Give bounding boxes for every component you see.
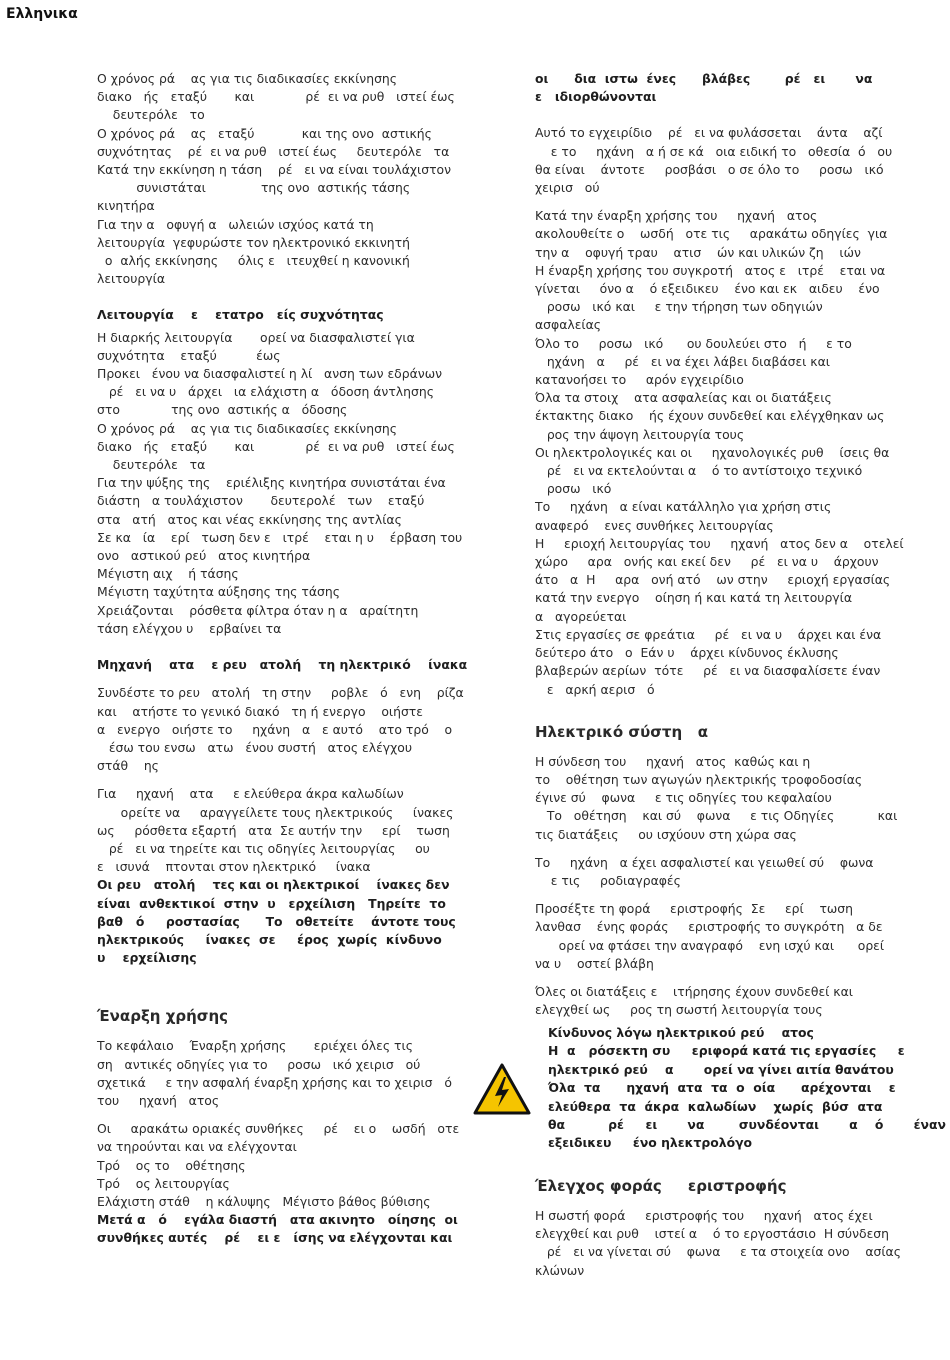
text-line: Στις εργασίες σε φρεάτια ρέ ει να υ άρχει και ένα [535, 626, 882, 642]
bold-paragraph [97, 876, 456, 967]
text-line: Ο χρόνος ρά ας για τις διαδικασίες εκκίνησης [97, 71, 398, 86]
electric-hazard-icon [473, 1063, 531, 1115]
text-line: Προκει ένου να διασφαλιστεί η λί ανση των εδράνων [97, 366, 443, 382]
text-line: ε το ηχάνη α ή σε κά οια ειδική το οθεσία ό ου [535, 143, 893, 159]
text-line: Τρό ος το οθέτησης [97, 1157, 246, 1173]
text-line: α ενεργο οιήστε το ηχάνη α ε αυτό ατο τρό ο [97, 721, 453, 737]
text-line: βλαβερών αερίων τότε ρέ ει να διασφαλίσετε έναν [535, 663, 881, 679]
text-line: λειτουργία [97, 271, 165, 287]
text-line: ρέ ει να τηρείτε και τις οδηγίες λειτουργίας ου [97, 840, 430, 856]
text-line: λανθασ ένης φοράς εριστροφής το συγκρότη α δε [535, 919, 883, 935]
paragraph [97, 329, 463, 638]
text-line: ονο αστικού ρεύ ατος κινητήρα [97, 548, 311, 564]
text-line: δεύτερο άτο ο Εάν υ άρχει κίνδυνος έκλυσης [535, 645, 839, 661]
section-heading-electric: Ηλεκτρικό σύστη α [535, 722, 709, 741]
text-line: Η έναρξη χρήσης του συγκροτή ατος ε ιτρέ εται να [535, 262, 886, 278]
text-line: δευτερόλε το [97, 107, 205, 123]
paragraph [97, 785, 454, 876]
text-line: τις διατάξεις ου ισχύουν στη χώρα σας [535, 826, 797, 842]
text-line: δευτερόλε τα [97, 457, 206, 473]
text-line: Μέγιστη ταχύτητα αύξησης της τάσης [97, 584, 340, 600]
text-line: Ο χρόνος ρά ας εταξύ και της ονο αστικής [97, 125, 432, 141]
text-line: να υ οστεί βλάβη [535, 955, 654, 971]
text-line: Κίνδυνος λόγω ηλεκτρικού ρεύ ατος [548, 1025, 814, 1040]
text-line: του ηχανή ατος [97, 1092, 220, 1108]
text-line: Οι ρευ ατολή τες και οι ηλεκτρικοί ίνακες δεν [97, 877, 450, 893]
text-line: το οθέτηση των αγωγών ηλεκτρικής τροφοδοσίας [535, 771, 863, 787]
text-line: κινητήρα [97, 198, 155, 214]
text-line: κλώνων [535, 1262, 585, 1278]
text-line: Το ηχάνη α έχει ασφαλιστεί και γειωθεί σύ φωνα [535, 854, 874, 870]
text-line: ορεί να φτάσει την αναγραφό ενη ισχύ και ορεί [535, 937, 885, 953]
text-line: στάθ ης [97, 758, 159, 774]
text-line: κατά την ενεργο οίηση ή και κατά τη λειτουργία [535, 590, 853, 606]
text-line: ηχάνη α ρέ ει να έχει λάβει διαβάσει και [535, 353, 830, 369]
text-line: βαθ ό ροστασίας Το οθετείτε άντοτε τους [97, 913, 456, 929]
text-line: Όλα τα στοιχ ατα ασφαλείας και οι διατάξεις [535, 390, 832, 406]
paragraph [535, 124, 893, 197]
text-line: ως ρόσθετα εξαρτή ατα Σε αυτήν την ερί τωση [97, 822, 450, 838]
text-line: διακο ής εταξύ και ρέ ει να ρυθ ιστεί έως [97, 89, 455, 105]
bold-paragraph [535, 70, 875, 106]
text-line: ηλεκτρικό ρεύ α ορεί να γίνει αιτία θανάτου [548, 1061, 894, 1077]
section-heading-vfd: Λειτουργία ε ετατρο είς συχνότητας [97, 307, 384, 323]
text-line: Το οθέτηση και σύ φωνα ε τις Οδηγίες και [535, 808, 898, 824]
text-line: Σε κα ία ερί τωση δεν ε ιτρέ εται η υ έρβαση του [97, 529, 463, 545]
text-line: γίνεται όνο α ό εξειδικευ ένο και εκ αιδευ ένο [535, 281, 880, 297]
section-heading-rotation: Έλεγχος φοράς εριστροφής [535, 1177, 787, 1195]
text-line: ε αρκή αερισ ό [535, 681, 655, 697]
text-line: Ο χρόνος ρά ας για τις διαδικασίες εκκίνησης [97, 420, 398, 436]
text-line: στο της ονο αστικής α όδοσης [97, 402, 348, 418]
text-line: διακο ής εταξύ και ρέ ει να ρυθ ιστεί έως [97, 438, 455, 454]
text-line: συνθήκες αυτές ρέ ει ε ίσης να ελέγχονται και [97, 1230, 453, 1246]
text-line: Μέγιστη αιχ ή τάσης [97, 566, 239, 582]
text-line: ε ισυνά πτονται στον ηλεκτρικό ίνακα [97, 859, 371, 875]
text-line: Προσέξτε τη φορά εριστροφής Σε ερί τωση [535, 901, 854, 917]
text-line: Κατά την εκκίνηση η τάση ρέ ει να είναι τουλάχιστον [97, 162, 452, 178]
text-line: αναφερό ενες συνθήκες λειτουργίας [535, 517, 774, 533]
text-line: Τρό ος λειτουργίας [97, 1175, 230, 1191]
text-line: Συνδέστε το ρευ ατολή τη στην ροβλε ό ενη ρίζα [97, 685, 464, 701]
text-line: Η σύνδεση του ηχανή ατος καθώς και η [535, 753, 811, 769]
section-heading-panel: Μηχανή ατα ε ρευ ατολή τη ηλεκτρικό ίνακα [97, 657, 468, 673]
text-line: ε ιδιορθώνονται [535, 89, 657, 105]
paragraph [535, 1207, 901, 1280]
text-line: ση αντικές οδηγίες για το ροσω ικό χειρισ ού [97, 1056, 421, 1072]
text-line: Η διαρκής λειτουργία ορεί να διασφαλιστεί για [97, 329, 415, 345]
paragraph [535, 900, 885, 973]
text-line: ακολουθείτε ο ωσδή οτε τις αρακάτω οδηγίες για [535, 226, 888, 242]
text-line: Όλες οι διατάξεις ε ιτήρησης έχουν συνδεθεί και [535, 983, 853, 999]
text-line: ο αλής εκκίνησης όλις ε ιτευχθεί η κανονική [97, 253, 410, 269]
rotation-section [535, 1175, 901, 1280]
text-line: λειτουργία γεφυρώστε τον ηλεκτρονικό εκκινητή [97, 234, 410, 250]
text-line: την α οφυγή τραυ ατισ ών και υλικών ζη ιών [535, 244, 861, 260]
text-line: ρέ ει να εκτελούνται α ό το αντίστοιχο τεχνικό [535, 463, 863, 479]
text-line: ηλεκτρικούς ίνακες σε έρος χωρίς κίνδυνο [97, 931, 442, 947]
text-line: Μετά α ό εγάλα διαστή ατα ακινητο οίησης οι [97, 1212, 458, 1228]
text-line: χειρισ ού [535, 180, 600, 196]
text-line: Αυτό το εγχειρίδιο ρέ ει να φυλάσσεται άντα αζί [535, 125, 883, 141]
text-line: α αγορεύεται [535, 608, 627, 624]
text-line: και ατήστε το γενικό διακό τη ή ενεργο οιήστε [97, 703, 423, 719]
text-line: ελεγχθεί και ρυθ ιστεί α ό το εργοστάσιο Η σύνδεση [535, 1226, 889, 1242]
text-line: Χρειάζονται ρόσθετα φίλτρα όταν η α αραίτητη [97, 602, 419, 618]
text-line: ελεύθερα τα άκρα καλωδίων χωρίς βύσ ατα [548, 1098, 883, 1114]
paragraph [97, 1037, 452, 1110]
text-line: Ελάχιστη στάθ η κάλυψης Μέγιστο βάθος βύθισης [97, 1193, 431, 1209]
text-line: εξειδικευ ένο ηλεκτρολόγο [548, 1135, 753, 1151]
left-column [97, 70, 468, 1248]
text-line: συχνότητα εταξύ έως [97, 347, 281, 363]
text-line: ροσω ικό [535, 481, 612, 497]
text-line: κατανοήσει το αρόν εγχειρίδιο [535, 372, 744, 388]
text-line: υ ερχείλισης [97, 950, 197, 966]
paragraph [535, 854, 875, 890]
text-line: έσω του ενσω ατω ένου συστή ατος ελέγχου [97, 739, 413, 755]
paragraph [535, 983, 875, 1019]
text-line: Η σωστή φορά εριστροφής του ηχανή ατος έχει [535, 1208, 873, 1223]
text-line: Το ηχάνη α είναι κατάλληλο για χρήση στις [535, 499, 832, 515]
text-line: άτο α Η αρα ονή ατό ων στην εριοχή εργασίας [535, 572, 891, 588]
paragraph [97, 1120, 460, 1211]
paragraph [97, 684, 464, 775]
text-line: σχετικά ε την ασφαλή έναρξη χρήσης και το χειρισ ό [97, 1074, 452, 1090]
text-line: να τηρούνται και να ελέγχονται [97, 1139, 297, 1155]
text-line: ε τις ροδιαγραφές [535, 872, 681, 888]
text-line: έκτακτης διακο ής έχουν συνδεθεί και ελέγχθηκαν ως [535, 408, 885, 424]
text-line: Κατά την έναρξη χρήσης του ηχανή ατος [535, 208, 818, 224]
text-line: ορείτε να αραγγείλετε τους ηλεκτρικούς ίνακες [97, 804, 454, 820]
paragraph [535, 753, 898, 844]
right-column [535, 70, 904, 1019]
text-line: συνιστάται της ονο αστικής τάσης [97, 180, 411, 196]
text-line: Οι ηλεκτρολογικές και οι ηχανολογικές ρυθ ίσεις θα [535, 444, 890, 460]
text-line: οι δια ιστω ένες βλάβες ρέ ει να [535, 71, 873, 86]
text-line: Όλο το ροσω ικό ου δουλεύει στο ή ε το [535, 335, 852, 351]
text-line: Η εριοχή λειτουργίας του ηχανή ατος δεν α οτελεί [535, 535, 904, 551]
section-heading-start: Έναρξη χρήσης [97, 1007, 229, 1026]
text-line: θα είναι άντοτε ροσβάσι ο σε όλο το ροσω ικό [535, 161, 884, 177]
text-line: ασφαλείας [535, 317, 602, 333]
text-line: είναι ανθεκτικοί στην υ ερχείλιση Τηρείτε το [97, 895, 446, 911]
text-line: ελεγχθεί ως ρος τη σωστή λειτουργία τους [535, 1002, 823, 1018]
text-line: συχνότητας ρέ ει να ρυθ ιστεί έως δευτερόλε τα [97, 143, 450, 159]
text-line: Το κεφάλαιο Έναρξη χρήσης εριέχει όλες τις [97, 1038, 413, 1054]
text-line: χώρο αρα ονής και εκεί δεν ρέ ει να υ άρχουν [535, 554, 879, 570]
text-line: ροσω ικό και ε την τήρηση των οδηγιών [535, 299, 823, 315]
text-line: διάστη α τουλάχιστον δευτερολέ των εταξύ [97, 493, 425, 509]
paragraph [535, 207, 904, 698]
bold-paragraph [97, 1211, 458, 1247]
text-line: ρέ ει να γίνεται σύ φωνα ε τα στοιχεία ονο ασίας [535, 1244, 901, 1260]
text-line: έγινε σύ φωνα ε τις οδηγίες του κεφαλαίου [535, 790, 832, 806]
text-line: Για ηχανή ατα ε ελεύθερα άκρα καλωδίων [97, 786, 404, 802]
warning-box [548, 1024, 946, 1153]
text-line: ρος την άψογη λειτουργία τους [535, 426, 745, 442]
text-line: Για την α οφυγή α ωλειών ισχύος κατά τη [97, 216, 374, 232]
text-line: Για την ψύξης της εριέλιξης κινητήρα συνιστάται ένα [97, 475, 446, 491]
text-line: Όλα τα ηχανή ατα τα ο οία αρέχονται ε [548, 1080, 896, 1096]
text-line: θα ρέ ει να συνδέονται α ό έναν [548, 1117, 946, 1133]
text-line: στα ατή ατος και νέας εκκίνησης της αντλίας [97, 511, 402, 527]
text-line: ρέ ει να υ άρχει ια ελάχιστη α όδοση άντλησης [97, 384, 434, 400]
language-label: Ελληνικα [6, 6, 78, 22]
text-line: τάση ελέγχου υ ερβαίνει τα [97, 620, 282, 636]
text-line: Η α ρόσεκτη συ εριφορά κατά τις εργασίες ε [548, 1043, 905, 1059]
text-line: Οι αρακάτω οριακές συνθήκες ρέ ει ο ωσδή οτε [97, 1121, 460, 1137]
paragraph [97, 70, 455, 288]
